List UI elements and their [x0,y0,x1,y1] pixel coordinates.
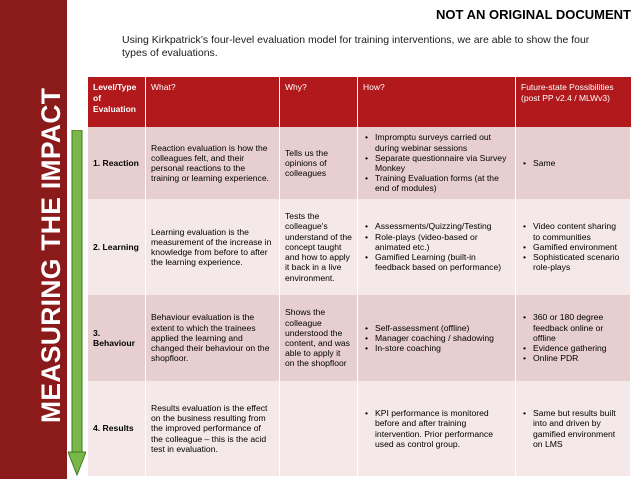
header-how: How? [357,77,516,127]
level-cell: 1. Reaction [93,157,139,168]
table-row [88,295,630,381]
list-item: • Video content sharing to communities [533,221,625,241]
list-item: • Assessments/Quizzing/Testing [375,221,510,231]
list-item: • Evidence gathering [533,343,625,353]
why-cell: Tests the colleague's understand of the concept taught and how to apply it back in a live environment. [279,199,357,295]
what-cell: Behaviour evaluation is the extent to which the trainees applied the learning and changed their behaviour on the shopfloor. [145,295,279,381]
level-cell: 3. Behaviour [93,327,136,348]
level-cell: 4. Results [93,423,134,434]
how-cell [357,295,515,381]
how-cell [357,199,515,295]
table-row [88,381,630,476]
list-item: • In-store coaching [375,343,494,353]
list-item: • Self-assessment (offline) [375,323,494,333]
list-item: • Same but results built into and driven by gamified environment on LMS [533,408,625,449]
how-cell [357,127,515,199]
list-item: • Separate questionnaire via Survey Monkey [375,153,510,173]
future-cell [515,127,630,199]
why-cell: Shows the colleague understood the content, and was able to apply it on the shopfloor [279,295,357,381]
why-cell: Tells us the opinions of colleagues [279,127,357,199]
list-item: • Online PDR [533,353,625,363]
list-item: • Role-plays (video-based or animated etc.) [375,232,510,252]
future-cell [515,199,630,295]
list-item: • KPI performance is monitored before and after training intervention. Prior performance used as control group. [375,408,510,449]
level-cell: 2. Learning [93,241,139,252]
header-level: Level/Type of Evaluation [88,77,145,127]
intro-text: Using Kirkpatrick’s four-level evaluation model for training interventions, we are able to show the four types of evaluations. [122,34,590,59]
what-cell: Reaction evaluation is how the colleagues felt, and their personal reactions to the training or learning experience. [145,127,279,199]
sidebar-title: MEASURING THE IMPACT [36,87,66,423]
evaluation-table [88,77,630,476]
header-future: Future-state Possibilities (post PP v2.4 / MLWv3) [515,77,631,127]
header-what: What? [145,77,280,127]
list-item: • Gamified environment [533,242,625,252]
how-cell [357,381,515,476]
watermark: NOT AN ORIGINAL DOCUMENT [436,7,631,22]
future-cell [515,381,630,476]
list-item: • Sophisticated scenario role-plays [533,252,625,272]
why-cell [279,381,357,476]
what-cell: Results evaluation is the effect on the business resulting from the improved performance of the colleague – this is the acid test in evaluation. [145,381,279,476]
list-item: • Gamified Learning (built-in feedback based on performance) [375,252,510,272]
list-item: • Manager coaching / shadowing [375,333,494,343]
list-item: • Impromptu surveys carried out during webinar sessions [375,132,510,152]
down-arrow-icon [68,130,86,476]
table-row [88,199,630,295]
list-item: • Same [533,158,555,168]
table-row [88,127,630,199]
future-cell [515,295,630,381]
header-why: Why? [279,77,358,127]
list-item: • Training Evaluation forms (at the end of modules) [375,173,510,193]
list-item: • 360 or 180 degree feedback online or offline [533,312,625,343]
sidebar-band [0,0,67,479]
what-cell: Learning evaluation is the measurement of the increase in knowledge from before to after the learning experience. [145,199,279,295]
